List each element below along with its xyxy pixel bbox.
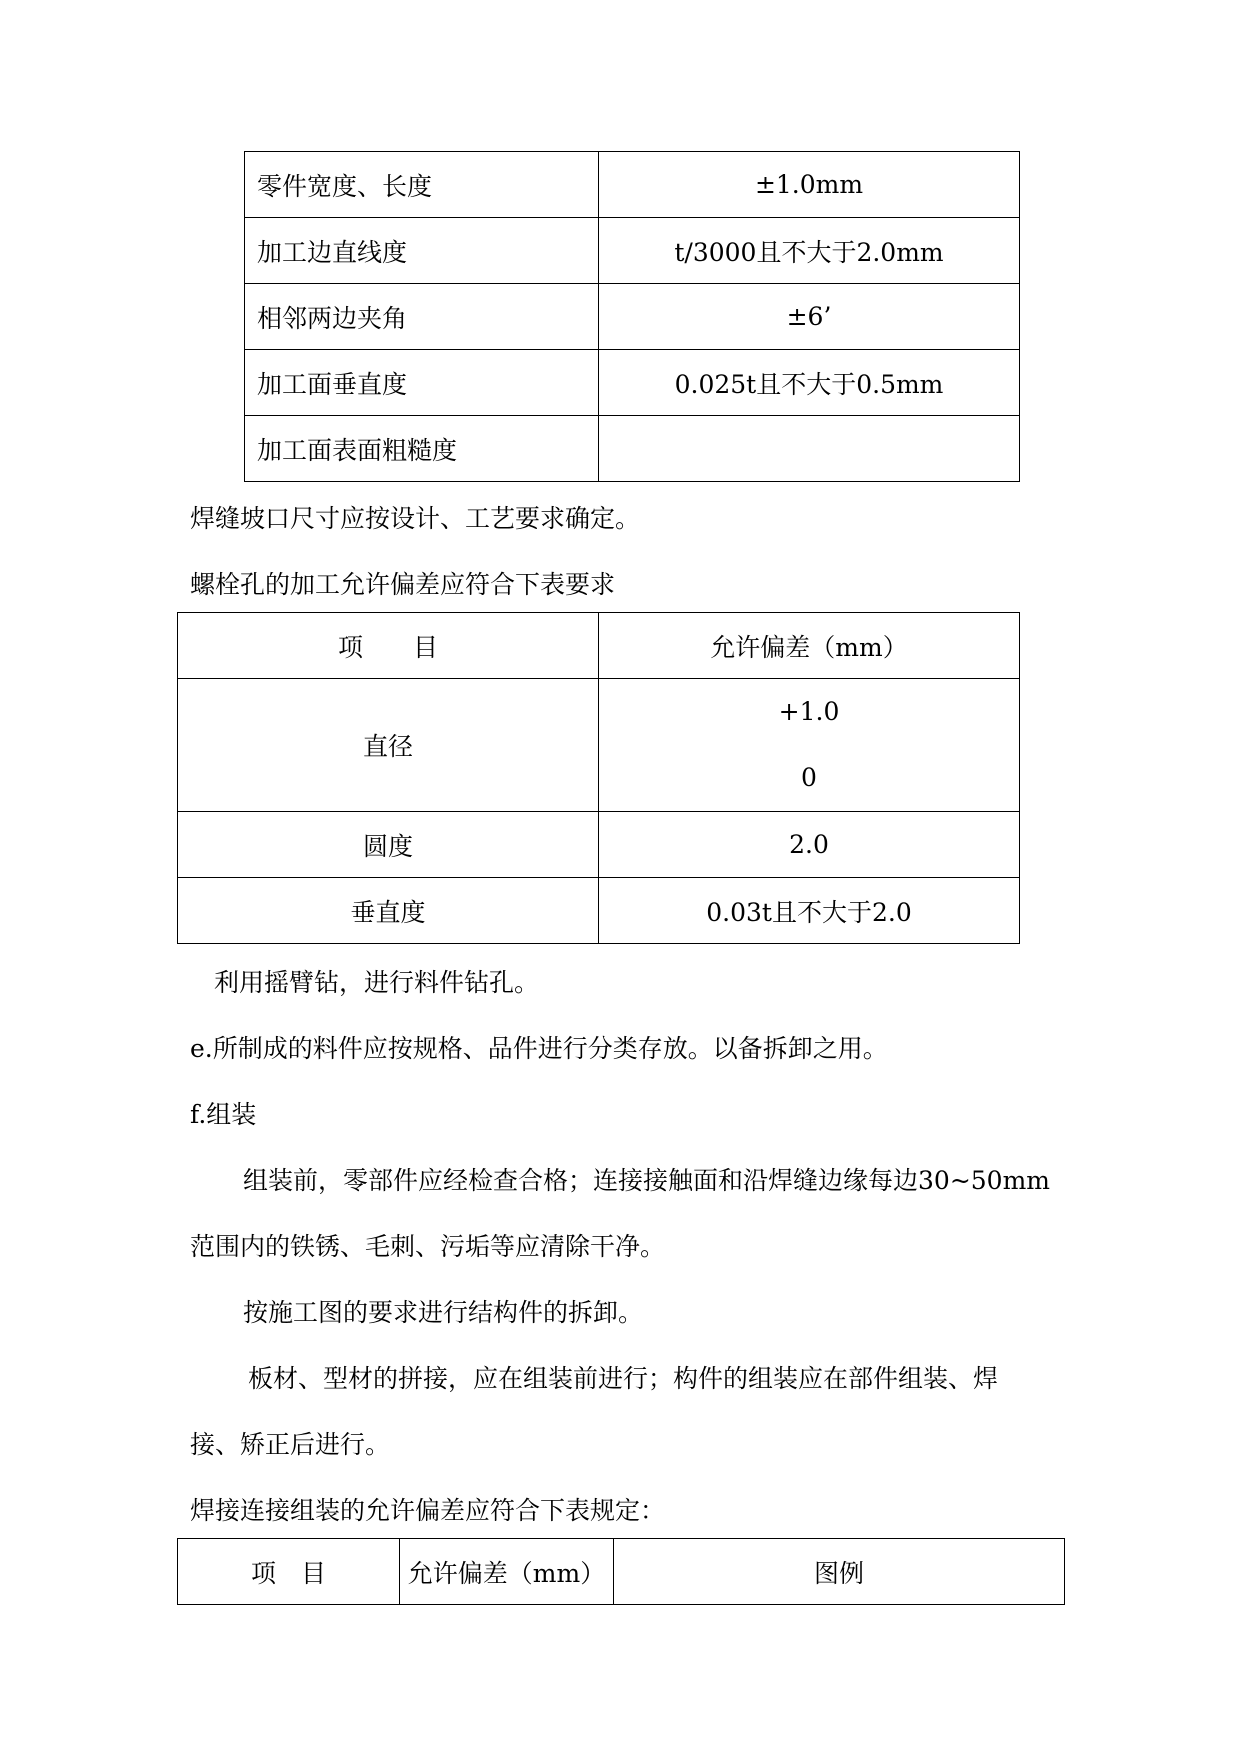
assembly-paragraph-3-cont: 接、矫正后进行。 bbox=[190, 1430, 391, 1459]
column-header-item: 项 目 bbox=[178, 1539, 400, 1605]
item-cell: 直径 bbox=[178, 679, 599, 812]
table-row bbox=[178, 812, 1020, 878]
table-row bbox=[178, 878, 1020, 944]
tolerance-lower: 0 bbox=[801, 763, 817, 792]
item-cell: 加工面垂直度 bbox=[245, 350, 599, 416]
table-row bbox=[245, 284, 1020, 350]
assembly-paragraph-1: 组装前，零部件应经检查合格；连接接触面和沿焊缝边缘每边30~50mm bbox=[243, 1166, 1050, 1195]
assembly-heading: f.组装 bbox=[190, 1100, 257, 1129]
groove-paragraph: 焊缝坡口尺寸应按设计、工艺要求确定。 bbox=[190, 504, 641, 533]
drilling-paragraph: 利用摇臂钻，进行料件钻孔。 bbox=[214, 968, 540, 997]
table-row bbox=[245, 152, 1020, 218]
table-row bbox=[178, 679, 1020, 812]
column-header-figure: 图例 bbox=[614, 1539, 1065, 1605]
item-cell: 零件宽度、长度 bbox=[245, 152, 599, 218]
tolerance-cell: 2.0 bbox=[599, 812, 1020, 878]
table-header-row bbox=[178, 613, 1020, 679]
welding-table-heading: 焊接连接组装的允许偏差应符合下表规定： bbox=[190, 1496, 666, 1525]
column-header-tolerance: 允许偏差（mm） bbox=[599, 613, 1020, 679]
table-row bbox=[245, 218, 1020, 284]
table-row bbox=[245, 350, 1020, 416]
item-cell: 加工边直线度 bbox=[245, 218, 599, 284]
table-row bbox=[245, 416, 1020, 482]
item-cell: 圆度 bbox=[178, 812, 599, 878]
storage-paragraph: e.所制成的料件应按规格、品件进行分类存放。以备拆卸之用。 bbox=[190, 1034, 888, 1063]
table-header-row bbox=[178, 1539, 1065, 1605]
assembly-paragraph-3: 板材、型材的拼接，应在组装前进行；构件的组装应在部件组装、焊 bbox=[248, 1364, 999, 1393]
bolt-hole-heading: 螺栓孔的加工允许偏差应符合下表要求 bbox=[190, 570, 616, 599]
tolerance-cell: ±6’ bbox=[599, 284, 1020, 350]
tolerance-cell: 0.03t且不大于2.0 bbox=[599, 878, 1020, 944]
column-header-item: 项 目 bbox=[178, 613, 599, 679]
column-header-tolerance: 允许偏差（mm） bbox=[400, 1539, 614, 1605]
tolerance-cell bbox=[599, 679, 1020, 812]
welded-assembly-table bbox=[177, 1538, 1065, 1605]
tolerance-cell: 0.025t且不大于0.5mm bbox=[599, 350, 1020, 416]
tolerance-upper: +1.0 bbox=[778, 697, 840, 726]
item-cell: 相邻两边夹角 bbox=[245, 284, 599, 350]
bolt-hole-tolerance-table bbox=[177, 612, 1020, 944]
tolerance-cell: t/3000且不大于2.0mm bbox=[599, 218, 1020, 284]
assembly-paragraph-2: 按施工图的要求进行结构件的拆卸。 bbox=[243, 1298, 644, 1327]
item-cell: 垂直度 bbox=[178, 878, 599, 944]
assembly-paragraph-1-cont: 范围内的铁锈、毛刺、污垢等应清除干净。 bbox=[190, 1232, 666, 1261]
item-cell: 加工面表面粗糙度 bbox=[245, 416, 599, 482]
tolerance-cell: ±1.0mm bbox=[599, 152, 1020, 218]
tolerance-cell bbox=[599, 416, 1020, 482]
machining-tolerance-table bbox=[244, 151, 1020, 482]
